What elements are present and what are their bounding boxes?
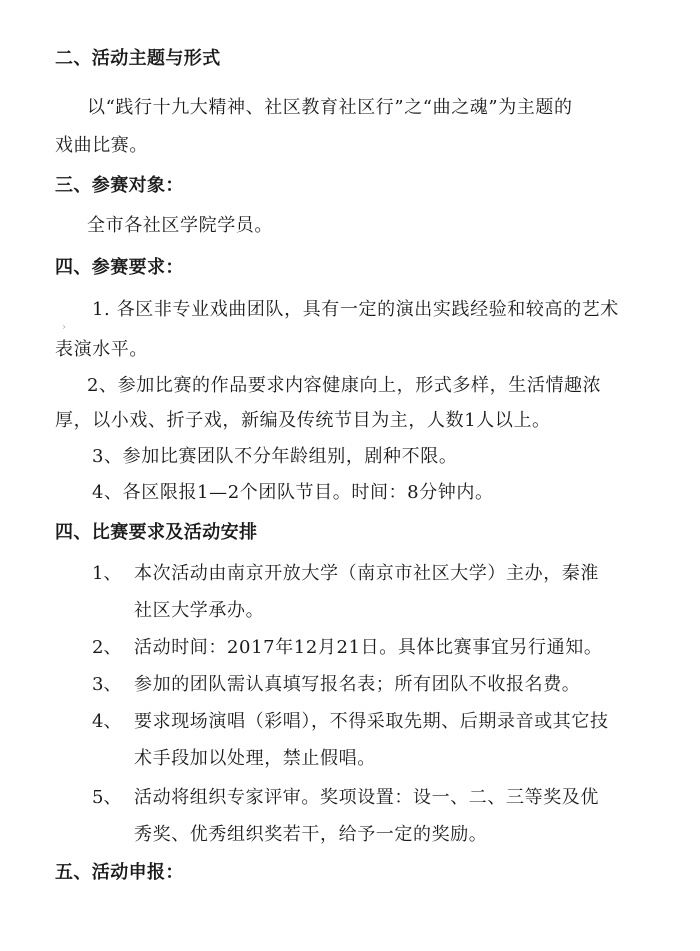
requirement-4: 4、各区限报1—2个团队节目。时间：8分钟内。: [92, 482, 494, 503]
arrangement-4-number: 4、: [92, 711, 122, 732]
arrangement-1-number: 1、: [92, 563, 122, 584]
requirement-1-line-1: 1. 各区非专业戏曲团队，具有一定的演出实践经验和较高的艺术: [92, 299, 619, 320]
scan-speck: ›: [62, 322, 66, 333]
theme-paragraph-line-1: 以“践行十九大精神、社区教育社区行”之“曲之魂”为主题的: [87, 97, 573, 118]
theme-paragraph-line-2: 戏曲比赛。: [55, 135, 148, 156]
arrangement-2-line-1: 活动时间：2017年12月21日。具体比赛事宜另行通知。: [134, 637, 603, 658]
arrangement-5-line-1: 活动将组织专家评审。奖项设置：设一、二、三等奖及优: [134, 787, 599, 808]
arrangement-1-line-2: 社区大学承办。: [134, 600, 265, 621]
section-heading-arrangements: 四、比赛要求及活动安排: [55, 522, 258, 543]
requirement-3: 3、参加比赛团队不分年龄组别，剧种不限。: [92, 446, 458, 467]
requirement-2-line-2: 厚，以小戏、折子戏，新编及传统节目为主，人数1人以上。: [55, 410, 551, 431]
section-heading-participants: 三、参赛对象：: [55, 175, 184, 196]
arrangement-1-line-1: 本次活动由南京开放大学（南京市社区大学）主办，秦淮: [134, 563, 599, 584]
arrangement-4-line-1: 要求现场演唱（彩唱），不得采取先期、后期录音或其它技: [134, 711, 609, 732]
arrangement-3-line-1: 参加的团队需认真填写报名表；所有团队不收报名费。: [134, 674, 581, 695]
arrangement-4-line-2: 术手段加以处理，禁止假唱。: [134, 748, 376, 769]
participants-paragraph: 全市各社区学院学员。: [87, 215, 273, 236]
arrangement-3-number: 3、: [92, 674, 122, 695]
section-heading-requirements: 四、参赛要求：: [55, 257, 184, 278]
section-heading-theme: 二、活动主题与形式: [55, 48, 221, 69]
arrangement-5-line-2: 秀奖、优秀组织奖若干，给予一定的奖励。: [134, 824, 488, 845]
requirement-1-line-2: 表演水平。: [55, 339, 148, 360]
requirement-2-line-1: 2、参加比赛的作品要求内容健康向上，形式多样，生活情趣浓: [87, 375, 602, 396]
arrangement-5-number: 5、: [92, 787, 122, 808]
arrangement-2-number: 2、: [92, 637, 122, 658]
section-heading-application: 五、活动申报：: [55, 862, 184, 883]
